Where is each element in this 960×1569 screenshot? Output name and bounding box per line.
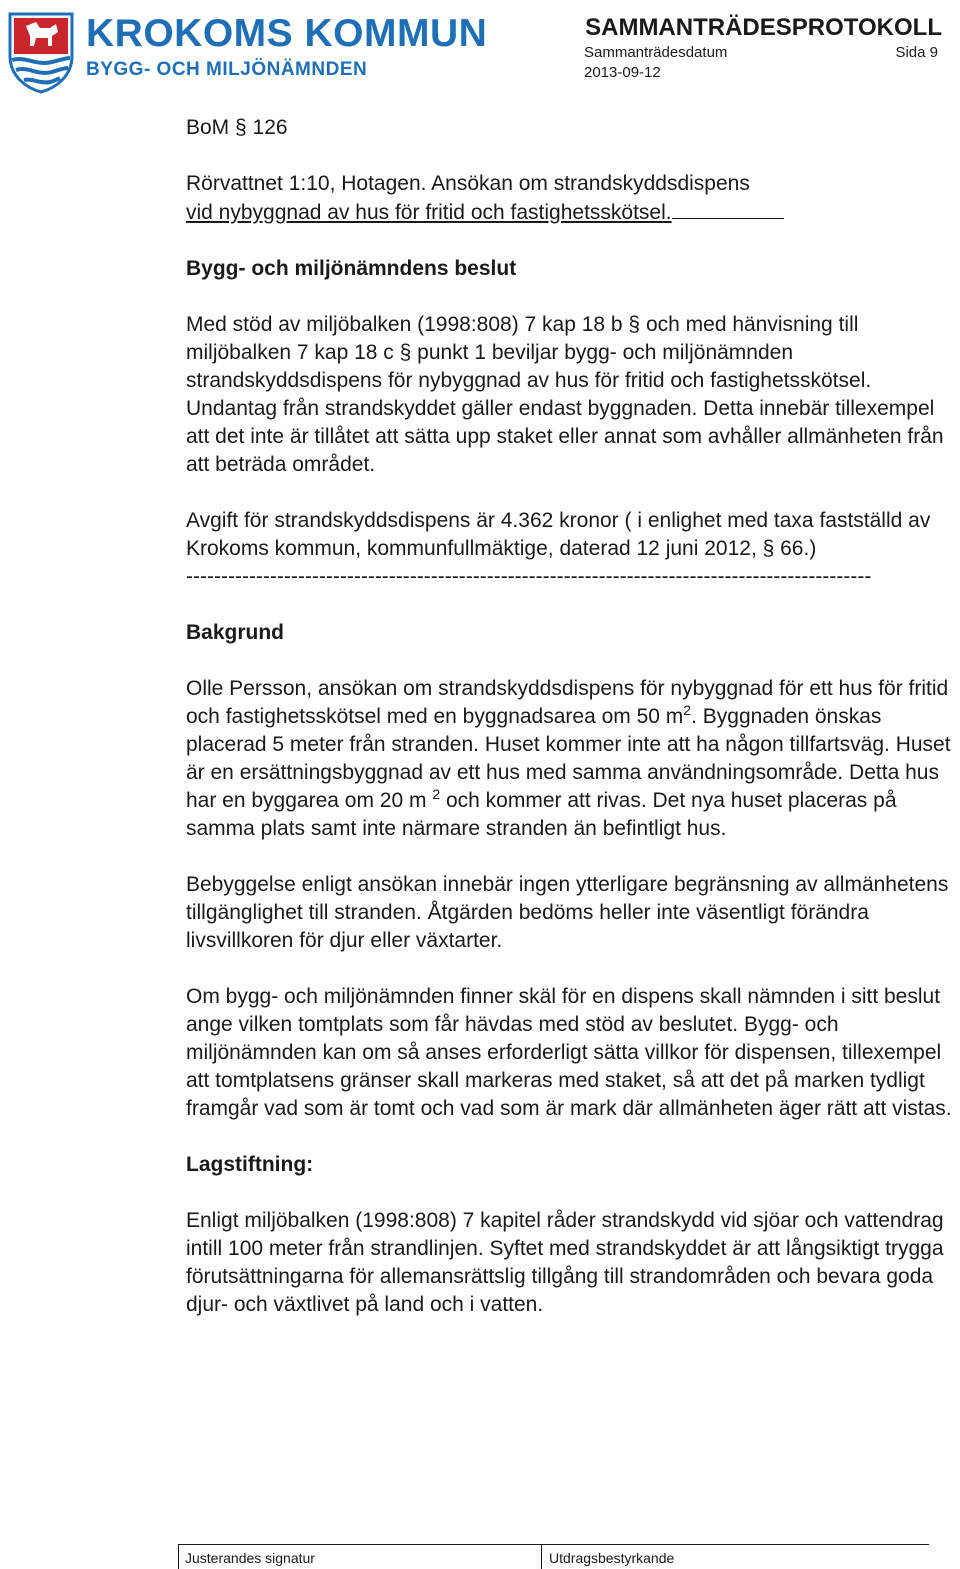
heading-legislation: Lagstiftning: <box>186 1153 314 1176</box>
title-underline <box>672 198 784 219</box>
protocol-body <box>186 114 956 1319</box>
background-text-a: Olle Persson, ansökan om strandskyddsdispens för nybyggnad för ett hus för fritid och fastighetsskötsel med en byggnadsarea om 50 m <box>186 677 949 728</box>
case-number: BoM § 126 <box>186 116 288 139</box>
municipality-logo <box>6 10 488 94</box>
decision-paragraph: Med stöd av miljöbalken (1998:808) 7 kap 18 b § och med hänvisning till miljöbalken 7 kap 18 c § punkt 1 beviljar bygg- och miljönämnden strandskyddsdispens för nybyggnad av hus för fritid och fastighetsskötsel. Undantag från strandskyddet gäller endast byggnaden. Detta innebär tillexempel att det inte är tillåtet att sätta upp staket eller annat som avhåller allmänheten från att beträda området. <box>186 313 944 476</box>
heading-decision: Bygg- och miljönämndens beslut <box>186 257 517 280</box>
case-title <box>186 170 956 227</box>
fee-paragraph: Avgift för strandskyddsdispens är 4.362 kronor ( i enlighet med taxa fastställd av Krokoms kommun, kommunfullmäktige, daterad 12 juni 2012, § 66.) <box>186 509 931 560</box>
background-text-c: och kommer att rivas. Det nya huset placeras på samma plats samt inte närmare stranden än befintligt hus. <box>186 789 897 840</box>
coat-of-arms-icon <box>6 10 76 94</box>
extract-certification-label: Utdragsbestyrkande <box>549 1550 675 1566</box>
background-paragraph-2: Bebyggelse enligt ansökan innebär ingen ytterligare begränsning av allmänhetens tillgänglighet till stranden. Åtgärden bedöms heller inte väsentligt förändra livsvillkoren för djur eller växtarter. <box>186 873 949 952</box>
superscript-2: 2 <box>683 702 692 718</box>
case-title-line-2: vid nybyggnad av hus för fritid och fastighetsskötsel. <box>186 201 672 224</box>
superscript-2b: 2 <box>432 786 441 802</box>
org-name: KROKOMS KOMMUN <box>86 12 488 55</box>
legislation-paragraph: Enligt miljöbalken (1998:808) 7 kapitel råder strandskydd vid sjöar och vattendrag intill 100 meter från strandlinjen. Syftet med strandskyddet är att långsiktigt trygga förutsättningarna för allemansrättslig tillgång till strandområden och bevara goda djur- och växtlivet på land och i vatten. <box>186 1209 944 1316</box>
org-subname: BYGG- OCH MILJÖNÄMNDEN <box>86 59 368 80</box>
heading-background: Bakgrund <box>186 621 285 644</box>
document-type: SAMMANTRÄDESPROTOKOLL <box>585 14 942 41</box>
meeting-date: 2013-09-12 <box>584 64 661 81</box>
background-paragraph-3: Om bygg- och miljönämnden finner skäl för en dispens skall nämnden i sitt beslut ange vilken tomtplats som får hävdas med stöd av beslutet. Bygg- och miljönämnden kan om så anses erforderligt sätta villkor för dispensen, tillexempel att tomtplatsens gränser skall markeras med staket, så att det på marken tydligt framgår vad som är tomt och vad som är mark där allmänheten äger rätt att vistas. <box>186 985 952 1120</box>
background-paragraph-1 <box>186 675 956 843</box>
dashed-separator: -------------------------------------------------------------------------------------------------- <box>186 565 872 588</box>
background-text-b: . Byggnaden önskas placerad 5 meter från stranden. Huset kommer inte att ha någon tillfartsväg. Huset är en ersättningsbyggnad av ett hus med samma användningsområde. Detta hus har en byggarea om 20 m <box>186 705 951 812</box>
meeting-date-label: Sammanträdesdatum <box>584 44 728 61</box>
signature-footer <box>178 1544 929 1569</box>
case-title-line-1: Rörvattnet 1:10, Hotagen. Ansökan om strandskyddsdispens <box>186 172 750 195</box>
adjuster-signature-label: Justerandes signatur <box>185 1550 315 1566</box>
footer-divider <box>541 1545 542 1569</box>
page-number: Sida 9 <box>895 44 938 61</box>
